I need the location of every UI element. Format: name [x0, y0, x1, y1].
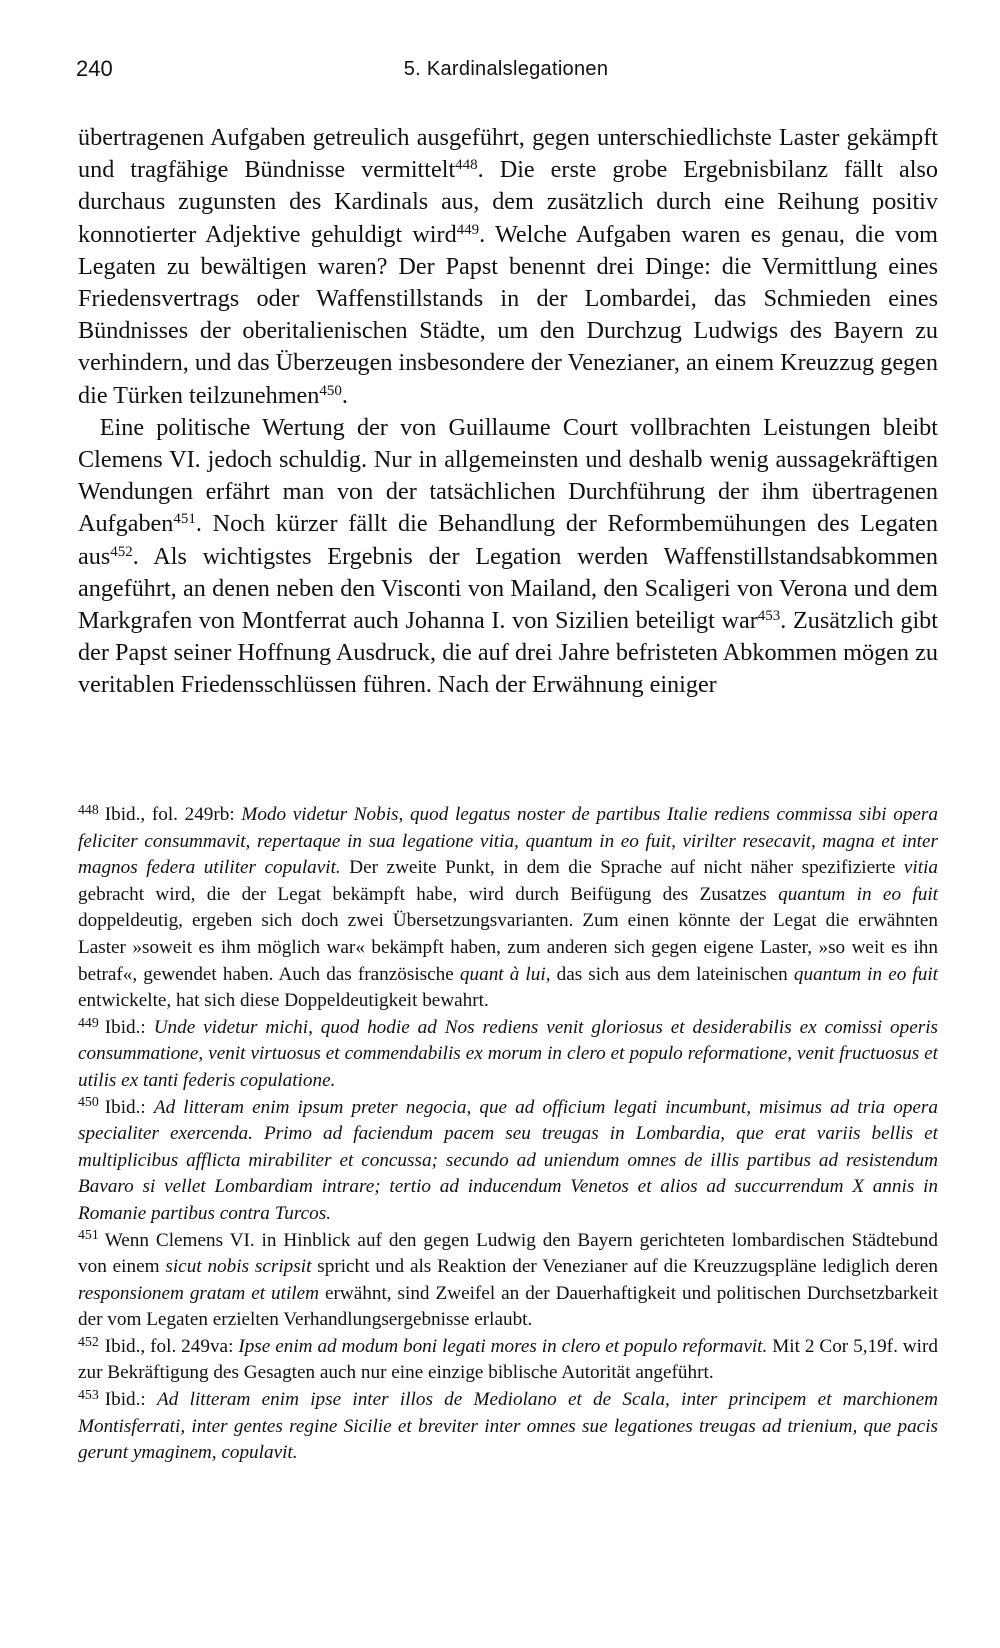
footnote: $^{451}$ Wenn Clemens VI. in Hinblick auf den gegen Ludwig den Bayern gerichteten lombardischen Städtebund von einem sicut nobis scripsit spricht und als Reaktion der Venezianer auf die Kreuzzugspläne lediglich deren responsionem gratam et utilem erwähnt, sind Zweifel an der Dauerhaftigkeit und politischen Durchsetzbarkeit der vom Legaten erzielten Verhandlungsergebnisse erlaubt.: [78, 1227, 939, 1331]
footnote: $^{449}$ Ibid.: Unde videtur michi, quod hodie ad Nos rediens venit gloriosus et desiderabilis ex comissi operis consummatione, venit virtuosus et commendabilis ex morum in clero et populo reformatione, venit fructuosus et utilis ex tanti federis copulatione.: [78, 1014, 938, 1091]
footnote: $^{452}$ Ibid., fol. 249va: Ipse enim ad modum boni legati mores in clero et populo reformavit. Mit 2 Cor 5,19f. wird zur Bekräftigung des Gesagten auch nur eine einzige biblische Autorität angeführt.: [78, 1333, 938, 1384]
footnote: $^{453}$ Ibid.: Ad litteram enim ipse inter illos de Mediolano et de Scala, inter principem et marchionem Montisferrati, inter gentes regine Sicilie et breviter inter omnes sue legationes treugas ad trienium, que pacis gerunt ymaginem, copulavit.: [78, 1386, 938, 1464]
footnote-ref: 450: [319, 382, 342, 399]
paragraph: übertragenen Aufgaben getreulich ausgeführt, gegen unterschiedlichste Laster gekämpft und tragfähige Bündnisse vermittelt$^{448}$. Die erste grobe Ergebnisbilanz fällt also durchaus zugunsten des Kardinals aus, dem zusätzlich durch eine Reihung positiv konnotierter Adjektive gehuldigt wird$^{449}$. Welche Aufgaben waren es genau, die vom Legaten zu bewältigen waren? Der Papst benennt drei Dinge: die Vermittlung eines Friedensvertrags oder Waffenstillstands in der Lombardei, das Schmieden eines Bündnisses der oberitalienischen Städte, um den Durchzug Ludwigs des Bayern zu verhindern, und das Überzeugen insbesondere der Venezianer, an einem Kreuzzug gegen die Türken teilzunehmen$^{450}$.: [78, 124, 938, 409]
footnote: $^{448}$ Ibid., fol. 249rb: Modo videtur Nobis, quod legatus noster de partibus Italie rediens commissa sibi opera feliciter consummavit, repertaque in sua legatione vitia, quantum in eo fuit, virilter resecavit, magna et inter magnos federa utiliter copulavit. Der zweite Punkt, in dem die Sprache auf nicht näher spezifizierte vitia gebracht wird, die der Legat bekämpft habe, wird durch Beifügung des Zusatzes quantum in eo fuit doppeldeutig, ergeben sich doch zwei Übersetzungsvarianten. Zum einen könnte der Legat die erwähnten Laster »soweit es ihm möglich war« bekämpft haben, zum anderen sich gegen eigene Laster, »so weit es ihn betraf«, gewendet haben. Auch das französische quant à lui, das sich aus dem lateinischen quantum in eo fuit entwickelte, hat sich diese Doppeldeutigkeit bewahrt.: [78, 801, 939, 1012]
footnote-ref: 452: [110, 543, 133, 560]
footnote-number: 448: [78, 801, 99, 817]
main-text: [78, 122, 938, 702]
footnote: $^{450}$ Ibid.: Ad litteram enim ipsum preter negocia, que ad officium legati incumbunt, misimus ad tria opera specialiter exercenda. Primo ad faciendum pacem seu treugas in Lombardia, que erat variis bellis et multiplicibus afflicta mirabiliter et concussa; secundo ad uniendum omnes de illis partibus ad resistendum Bavaro si vellet Lombardiam intrare; tertio ad inducendum Venetos et alios ad succurrendum X annis in Romanie partibus contra Turcos.: [78, 1094, 938, 1224]
footnote-ref: 451: [173, 511, 196, 528]
footnote-number: 453: [78, 1386, 99, 1402]
footnote-ref: 449: [456, 221, 480, 238]
running-head: 5. Kardinalslegationen: [403, 58, 609, 80]
footnote-number: 450: [78, 1094, 99, 1110]
footnote-number: 452: [78, 1333, 99, 1349]
page-header: [76, 56, 936, 96]
footnote-number: 449: [78, 1014, 99, 1030]
footnote-ref: 453: [757, 607, 781, 624]
page-number: 240: [76, 56, 113, 81]
footnote-ref: 448: [455, 156, 478, 173]
footnote-number: 451: [78, 1227, 99, 1243]
paragraph: Eine politische Wertung der von Guillaume Court vollbrachten Leistungen bleibt Clemens VI. jedoch schuldig. Nur in allgemeinsten und deshalb wenig aussagekräftigen Wendungen erfährt man von der tatsächlichen Durchführung der ihm übertragenen Aufgaben$^{451}$. Noch kürzer fällt die Behandlung der Reformbemühungen des Legaten aus$^{452}$. Als wichtigstes Ergebnis der Legation werden Waffenstillstandsabkommen angeführt, an denen neben den Visconti von Mailand, den Scaligeri von Verona und dem Markgrafen von Montferrat auch Johanna I. von Sizilien beteiligt war$^{453}$. Zusätzlich gibt der Papst seiner Hoffnung Ausdruck, die auf drei Jahre befristeten Abkommen mögen zu veritablen Friedensschlüssen führen. Nach der Erwähnung einiger: [78, 413, 938, 699]
footnotes: [78, 802, 938, 1467]
